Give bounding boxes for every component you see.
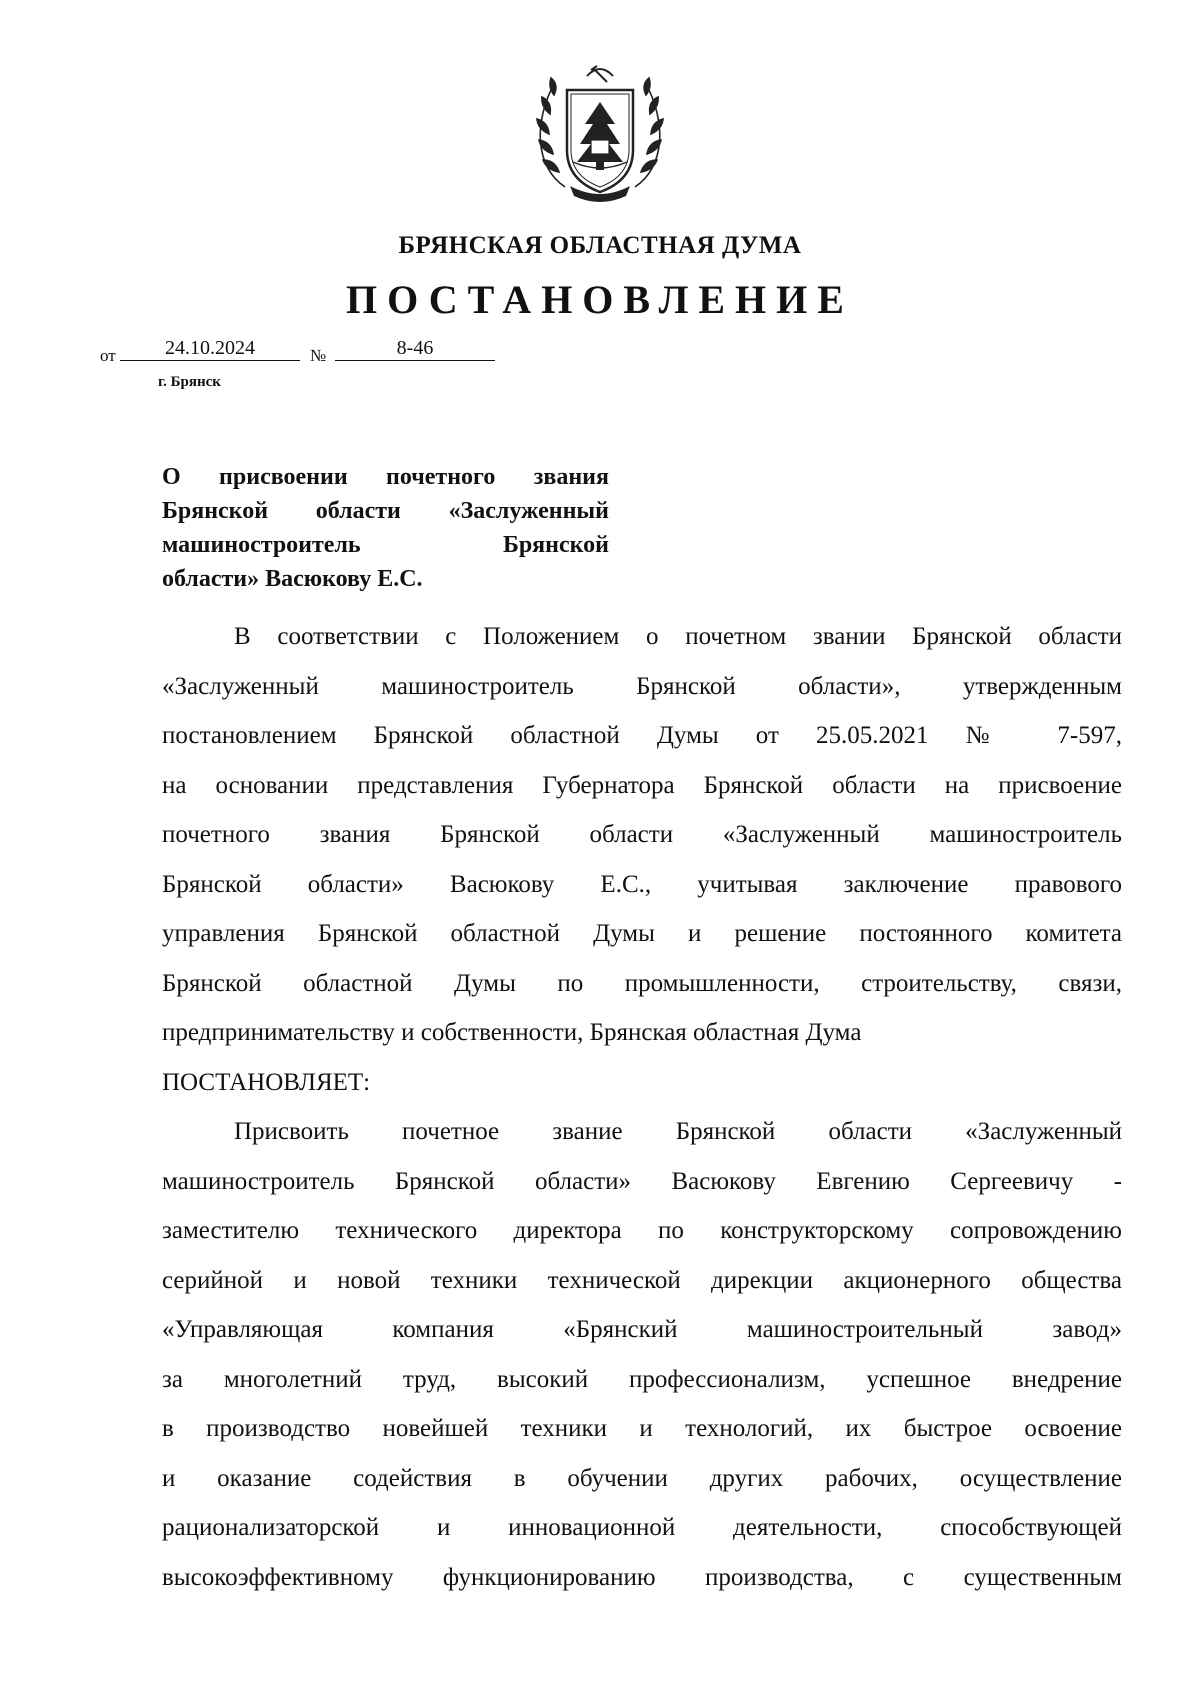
title-line: области» Васюкову Е.С. <box>162 566 423 592</box>
title-line: О присвоении почетного звания <box>162 464 609 490</box>
hammer-sickle-icon <box>587 66 613 82</box>
title-line: машиностроитель Брянской <box>162 532 609 558</box>
text-line: заместителю технического директора по конструкторскому сопровождению <box>162 1217 1122 1244</box>
resolution-paragraph <box>162 1107 1122 1602</box>
text-line: предпринимательству и собственности, Брянская областная Дума <box>162 1019 862 1046</box>
text-line: серийной и новой техники технической дирекции акционерного общества <box>162 1266 1122 1294</box>
text-line: за многолетний труд, высокий профессионализм, успешное внедрение <box>162 1365 1122 1393</box>
text-line: постановлением Брянской областной Думы от 25.05.2021 № 7-597, <box>162 722 1122 749</box>
document-title <box>162 460 609 596</box>
number-prefix: № <box>310 346 327 365</box>
text-line: и оказание содействия в обучении других рабочих, осуществление <box>162 1464 1122 1492</box>
city-label: г. Брянск <box>158 374 221 390</box>
coat-of-arms-emblem <box>525 62 675 202</box>
wreath-right-icon <box>635 78 663 187</box>
preamble-paragraph <box>162 612 1122 1107</box>
text-line: Присвоить почетное звание Брянской области «Заслуженный <box>234 1118 1122 1145</box>
date-prefix: от <box>100 346 116 365</box>
document-number: 8-46 <box>335 336 495 361</box>
shield-icon <box>567 66 633 192</box>
organization-name: БРЯНСКАЯ ОБЛАСТНАЯ ДУМА <box>398 232 802 259</box>
document-type-heading: ПОСТАНОВЛЕНИЕ <box>346 277 854 322</box>
text-line: в производство новейшей техники и технологий, их быстрое освоение <box>162 1415 1122 1442</box>
text-line: высокоэффективному функционированию производства, с существенным <box>162 1563 1122 1591</box>
title-line: Брянской области «Заслуженный <box>162 498 609 524</box>
text-line: машиностроитель Брянской области» Васюкову Евгению Сергеевичу - <box>162 1167 1122 1195</box>
text-line: «Заслуженный машиностроитель Брянской области», утвержденным <box>162 672 1122 700</box>
text-line: управления Брянской областной Думы и решение постоянного комитета <box>162 920 1122 947</box>
text-line: Брянской областной Думы по промышленности, строительству, связи, <box>162 969 1122 997</box>
text-line: на основании представления Губернатора Брянской области на присвоение <box>162 771 1122 799</box>
wreath-left-icon <box>537 78 565 187</box>
resolves-heading: ПОСТАНОВЛЯЕТ: <box>162 1068 371 1096</box>
text-line: рационализаторской и инновационной деятельности, способствующей <box>162 1514 1122 1541</box>
document-date: 24.10.2024 <box>120 336 300 361</box>
text-line: В соответствии с Положением о почетном звании Брянской области <box>234 623 1122 650</box>
text-line: Брянской области» Васюкову Е.С., учитывая заключение правового <box>162 870 1122 898</box>
text-line: почетного звания Брянской области «Заслуженный машиностроитель <box>162 821 1122 848</box>
text-line: «Управляющая компания «Брянский машиностроительный завод» <box>162 1316 1122 1343</box>
